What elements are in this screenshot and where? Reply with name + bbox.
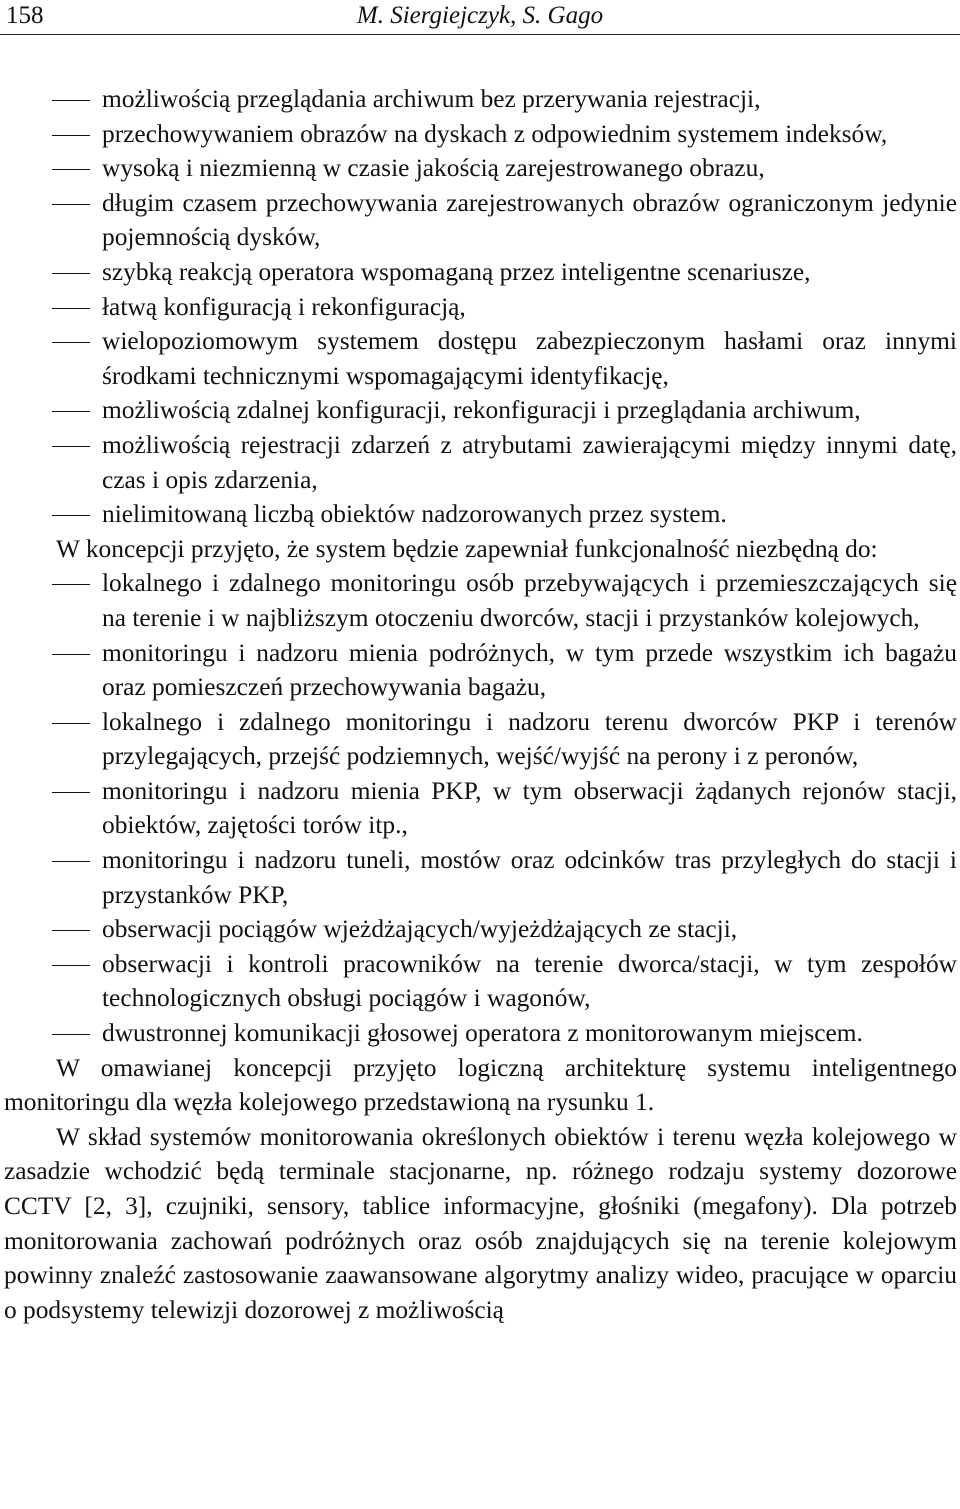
list-item: lokalnego i zdalnego monitoringu osób przebywających i przemieszczających się na terenie i w najbliższym otoczeniu dworców, stacji i przystanków kolejowych, <box>0 566 960 635</box>
em-dash-bullet <box>52 774 90 809</box>
em-dash-bullet <box>52 117 90 152</box>
em-dash-bullet <box>52 186 90 221</box>
list-item: dwustronnej komunikacji głosowej operatora z monitorowanym miejscem. <box>0 1016 960 1051</box>
functionality-list <box>0 566 960 1050</box>
running-head-authors: M. Siergiejczyk, S. Gago <box>356 2 604 29</box>
em-dash-bullet <box>52 843 90 878</box>
em-dash-bullet <box>52 255 90 290</box>
list-item: przechowywaniem obrazów na dyskach z odpowiednim systemem indeksów, <box>0 117 960 152</box>
running-header <box>0 0 960 35</box>
em-dash-bullet <box>52 566 90 601</box>
list-item: monitoringu i nadzoru mienia podróżnych, w tym przede wszystkim ich bagażu oraz pomieszczeń przechowywania bagażu, <box>0 636 960 705</box>
em-dash-bullet <box>52 82 90 117</box>
em-dash-bullet <box>52 497 90 532</box>
em-dash-bullet <box>52 1016 90 1051</box>
list-item: monitoringu i nadzoru mienia PKP, w tym obserwacji żądanych rejonów stacji, obiektów, zajętości torów itp., <box>0 774 960 843</box>
list-item: możliwością rejestracji zdarzeń z atrybutami zawierającymi między innymi datę, czas i opis zdarzenia, <box>0 428 960 497</box>
list-item: wysoką i niezmienną w czasie jakością zarejestrowanego obrazu, <box>0 151 960 186</box>
list-item: lokalnego i zdalnego monitoringu i nadzoru terenu dworców PKP i terenów przylegających, przejść podziemnych, wejść/wyjść na perony i z peronów, <box>0 705 960 774</box>
feature-list <box>0 82 960 532</box>
em-dash-bullet <box>52 290 90 325</box>
em-dash-bullet <box>52 947 90 982</box>
list-item: monitoringu i nadzoru tuneli, mostów oraz odcinków tras przyległych do stacji i przystanków PKP, <box>0 843 960 912</box>
body-paragraph: W skład systemów monitorowania określonych obiektów i terenu węzła kolejowego w zasadzie wchodzić będą terminale stacjonarne, np. różnego rodzaju systemy dozorowe CCTV [2, 3], czujniki, sensory, tablice informacyjne, głośniki (megafony). Dla potrzeb monitorowania zachowań podróżnych oraz osób znajdujących się na terenie kolejowym powinny znaleźć zastosowanie zaawansowane algorytmy analizy wideo, pracujące w oparciu o podsystemy telewizji dozorowej z możliwością <box>4 1122 957 1324</box>
em-dash-bullet <box>52 393 90 428</box>
em-dash-bullet <box>52 428 90 463</box>
list-item: długim czasem przechowywania zarejestrowanych obrazów ograniczonym jedynie pojemnością dysków, <box>0 186 960 255</box>
em-dash-bullet <box>52 705 90 740</box>
list-item: możliwością przeglądania archiwum bez przerywania rejestracji, <box>0 82 960 117</box>
list-item: obserwacji pociągów wjeżdżających/wyjeżdżających ze stacji, <box>0 912 960 947</box>
em-dash-bullet <box>52 324 90 359</box>
em-dash-bullet <box>52 151 90 186</box>
list-item: obserwacji i kontroli pracowników na terenie dworca/stacji, w tym zespołów technologicznych obsługi pociągów i wagonów, <box>0 947 960 1016</box>
list-item: możliwością zdalnej konfiguracji, rekonfiguracji i przeglądania archiwum, <box>0 393 960 428</box>
page-body <box>0 82 960 1327</box>
page-number: 158 <box>6 2 44 29</box>
body-paragraph: W omawianej koncepcji przyjęto logiczną architekturę systemu inteligentnego monitoringu dla węzła kolejowego przedstawioną na rysunku 1. <box>4 1053 957 1117</box>
list-item: łatwą konfiguracją i rekonfiguracją, <box>0 290 960 325</box>
em-dash-bullet <box>52 636 90 671</box>
body-paragraph: W koncepcji przyjęto, że system będzie zapewniał funkcjonalność niezbędną do: <box>56 534 878 563</box>
em-dash-bullet <box>52 912 90 947</box>
list-item: szybką reakcją operatora wspomaganą przez inteligentne scenariusze, <box>0 255 960 290</box>
list-item: wielopoziomowym systemem dostępu zabezpieczonym hasłami oraz innymi środkami technicznymi wspomagającymi identyfikację, <box>0 324 960 393</box>
list-item: nielimitowaną liczbą obiektów nadzorowanych przez system. <box>0 497 960 532</box>
